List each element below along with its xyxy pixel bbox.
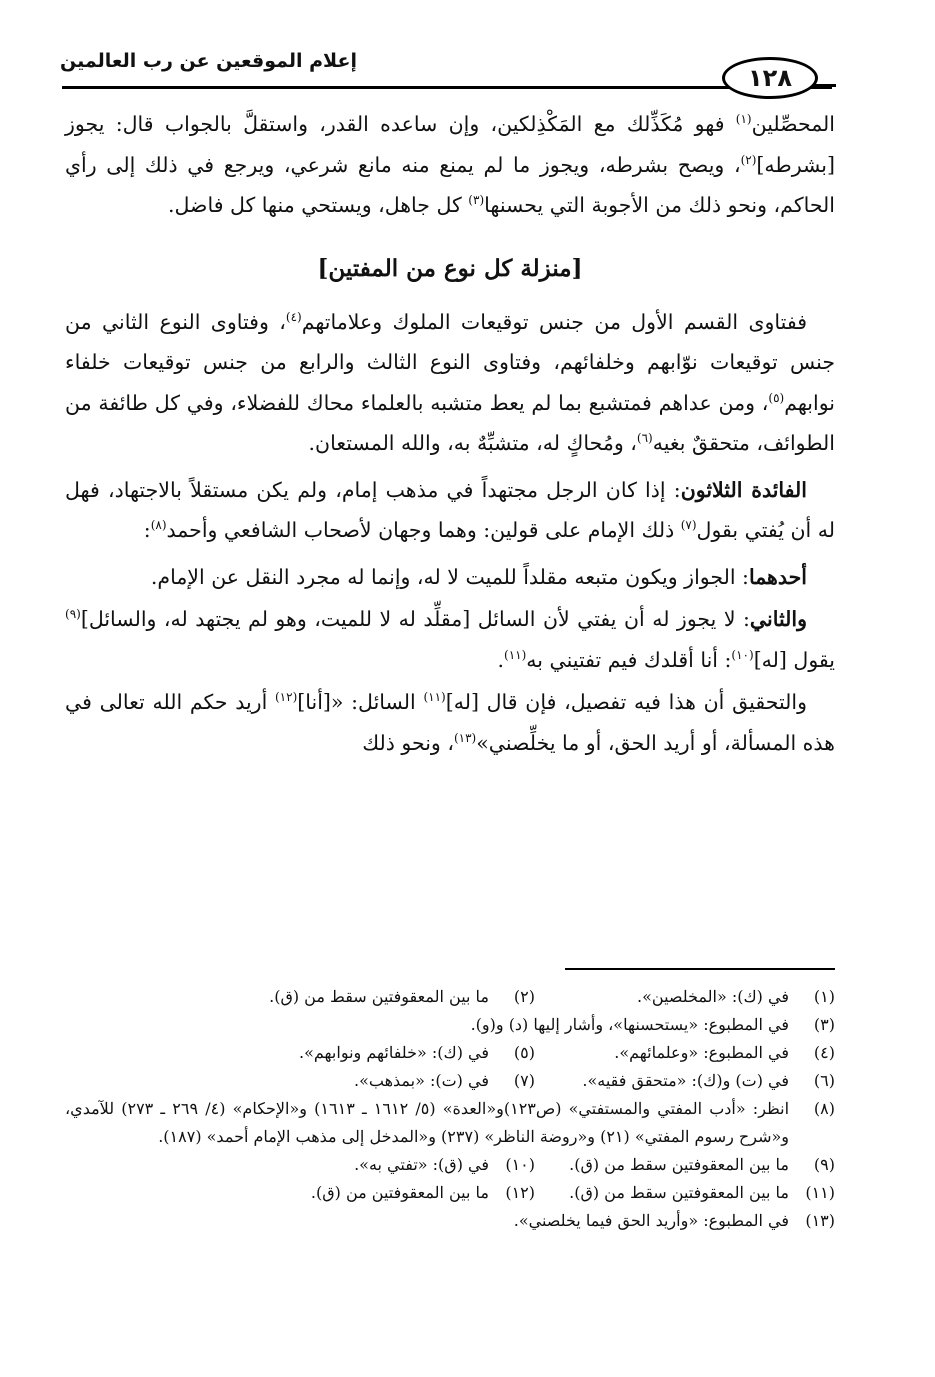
footnote-number: (٨)	[813, 1099, 835, 1118]
footnote-number: (٦)	[813, 1071, 835, 1090]
paragraph-3	[65, 470, 835, 551]
footnote-row	[65, 1151, 835, 1179]
footnote-separator	[565, 968, 835, 970]
footnotes	[65, 983, 835, 1235]
footnote-number: (١٢)	[505, 1183, 535, 1202]
footnote-row	[65, 1067, 835, 1095]
paragraph-4-text: أحدهما: الجواز ويكون متبعه مقلداً للميت لا له، وإنما له مجرد النقل عن الإمام.	[150, 564, 807, 589]
footnote-number: (١٣)	[805, 1211, 835, 1230]
footnote-text: في (ت) و(ك): «متحقق فقيه».	[582, 1071, 789, 1090]
page-header	[0, 0, 935, 100]
header-rule	[62, 86, 832, 89]
running-title: إعلام الموقعين عن رب العالمين	[60, 50, 357, 72]
paragraph-5	[65, 599, 835, 680]
footnote-text: في (ك): «خلفائهم ونوابهم».	[299, 1043, 489, 1062]
footnote-number: (١٠)	[505, 1155, 535, 1174]
page-number-badge	[722, 57, 818, 99]
footnote-row	[65, 1095, 835, 1151]
paragraph-2-text: ففتاوى القسم الأول من جنس توقيعات الملوك وعلاماتهم$^{(٤)}$، وفتاوى النوع الثاني من جنس توقيعات نوّابهم وخلفائهم، وفتاوى النوع الثالث والرابع من جنس توقيعات خلفاء نوابهم$^{(٥)}$، ومن عداهم فمتشبع بما لم يعط متشبه بالعلماء محاك للفضلاء، وفي كل طائفة من الطوائف، متحققٌ بغيه$^{(٦)}$، ومُحاكٍ له، متشبِّهٌ به، والله المستعان.	[65, 309, 835, 455]
paragraph-6	[65, 682, 835, 763]
footnote-row	[65, 1179, 835, 1207]
footnote-text: انظر: «أدب المفتي والمستفتي» (ص١٢٣)و«العدة» (٥/ ١٦١٢ ـ ١٦١٣) و«الإحكام» (٤/ ٢٦٩ ـ ٢٧٣) للآمدي، و«شرح رسوم المفتي» (٢١) و«روضة الناظر» (٢٣٧) و«المدخل إلى مذهب الإمام أحمد» (١٨٧).	[65, 1099, 790, 1146]
footnote-number: (٤)	[813, 1043, 835, 1062]
paragraph-6-text: والتحقيق أن هذا فيه تفصيل، فإن قال [له]$^{(١١)}$ السائل: «[أنا]$^{(١٢)}$ أريد حكم الله تعالى في هذه المسألة، أو أريد الحق، أو ما يخلِّصني»$^{(١٣)}$، ونحو ذلك	[65, 690, 835, 755]
main-text	[65, 104, 835, 763]
footnote-text: في (ق): «تفتي به».	[354, 1155, 489, 1174]
footnote-text: ما بين المعقوفتين سقط من (ق).	[269, 987, 489, 1006]
footnote-number: (٧)	[513, 1071, 535, 1090]
paragraph-5-text: والثاني: لا يجوز له أن يفتي لأن السائل [مقلِّد له لا للميت، وهو لم يجتهد له، والسائل]$^{(٩)}$ يقول [له]$^{(١٠)}$: أنا أقلدك فيم تفتيني به$^{(١١)}$.	[65, 607, 835, 672]
page-number: ١٢٨	[748, 64, 792, 92]
paragraph-2	[65, 302, 835, 464]
footnote-text: في (ت): «بمذهب».	[353, 1071, 489, 1090]
paragraph-1: المحصِّلين$^{(١)}$ فهو مُكَذِّلك مع المَكْذِلكين، وإن ساعده القدر، واستقلَّ بالجواب قال: يجوز [بشرطه]$^{(٢)}$، ويصح بشرطه، ويجوز ما لم يمنع منه مانع شرعي، ويرجع في ذلك إلى رأي الحاكم، ونحو ذلك من الأجوبة التي يحسنها$^{(٣)}$ كل جاهل، ويستحي منها كل فاضل.	[65, 112, 835, 217]
footnote-number: (٢)	[513, 987, 535, 1006]
footnote-text: في المطبوع: «يستحسنها»، وأشار إليها (د) و(و).	[470, 1015, 789, 1034]
footnote-text: في (ك): «المخلصين».	[637, 987, 789, 1006]
footnote-row	[65, 1207, 835, 1235]
footnote-number: (٩)	[813, 1155, 835, 1174]
footnote-row	[65, 983, 835, 1011]
paragraph-4	[65, 557, 835, 598]
footnote-text: في المطبوع: «وعلمائهم».	[614, 1043, 789, 1062]
footnote-row	[65, 1011, 835, 1039]
footnote-number: (١١)	[805, 1183, 835, 1202]
section-heading: [منزلة كل نوع من المفتين]	[317, 254, 583, 282]
footnote-number: (٥)	[513, 1043, 535, 1062]
footnote-text: ما بين المعقوفتين سقط من (ق).	[569, 1183, 789, 1202]
footnote-text: في المطبوع: «وأريد الحق فيما يخلصني».	[513, 1211, 789, 1230]
paragraph-3-text: الفائدة الثلاثون: إذا كان الرجل مجتهداً في مذهب إمام، ولم يكن مستقلاً بالاجتهاد، فهل له أن يُفتي بقول$^{(٧)}$ ذلك الإمام على قولين: وهما وجهان لأصحاب الشافعي وأحمد$^{(٨)}$:	[65, 477, 835, 542]
footnote-number: (٣)	[813, 1015, 835, 1034]
footnote-number: (١)	[813, 987, 835, 1006]
footnote-text: ما بين المعقوفتين من (ق).	[310, 1183, 489, 1202]
footnote-row	[65, 1039, 835, 1067]
footnote-text: ما بين المعقوفتين سقط من (ق).	[569, 1155, 789, 1174]
